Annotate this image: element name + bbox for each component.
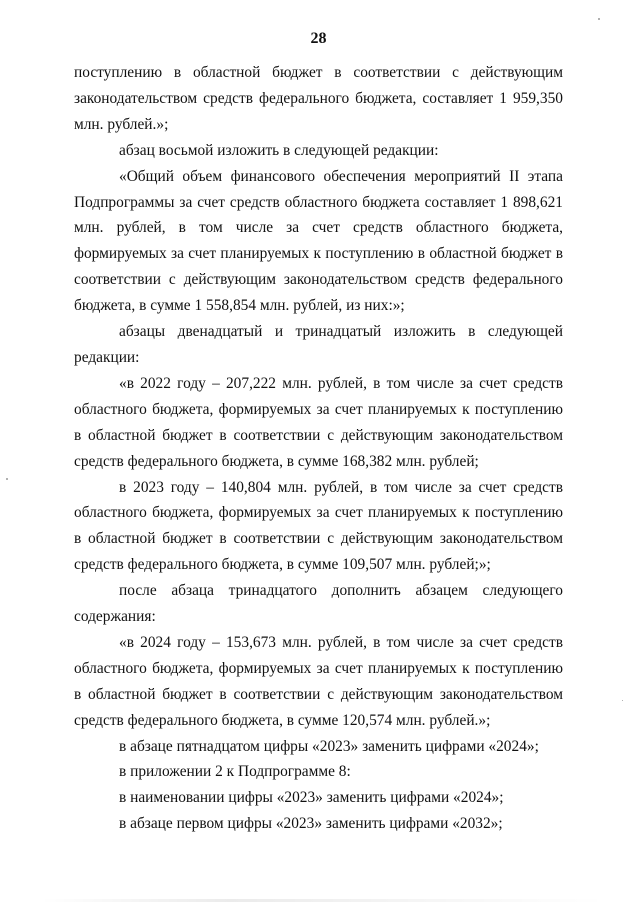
scan-edge-shadow [40,899,607,902]
paragraph: в наименовании цифры «2023» заменить цифрами «2024»; [119,789,504,807]
document-body [74,60,563,837]
page-number: 28 [310,30,327,47]
paragraph: «в 2022 году – 207,222 млн. рублей, в том числе за счет средств областного бюджета, формируемых за счет планируемых к поступлению в областной бюджет в соответствии с действующим законодательством средств федерального бюджета, в сумме 168,382 млн. рублей; [74,374,563,470]
paragraph: в абзаце пятнадцатом цифры «2023» заменить цифрами «2024»; [119,737,539,755]
scan-speck [622,700,623,701]
paragraph: абзац восьмой изложить в следующей редакции: [119,141,439,159]
paragraph: после абзаца тринадцатого дополнить абзацем следующего содержания: [74,582,563,626]
scan-speck [6,478,8,480]
paragraph: поступлению в областной бюджет в соответствии с действующим законодательством средств федерального бюджета, составляет 1 959,350 млн. рублей.»; [74,64,563,133]
paragraph: абзацы двенадцатый и тринадцатый изложить в следующей редакции: [74,323,563,366]
paragraph: в абзаце первом цифры «2023» заменить цифрами «2032»; [119,815,503,833]
scan-speck [598,18,600,20]
paragraph: «Общий объем финансового обеспечения мероприятий II этапа Подпрограммы за счет средств областного бюджета составляет 1 898,621 млн. рублей, в том числе за счет средств областного бюджета, формируемых за счет планируемых к поступлению в областной бюджет в соответствии с действующим законодательством средств федерального бюджета, в сумме 1 558,854 млн. рублей, из них:»; [74,167,563,315]
paragraph: в приложении 2 к Подпрограмме 8: [119,763,351,781]
paragraph: в 2023 году – 140,804 млн. рублей, в том числе за счет средств областного бюджета, формируемых за счет планируемых к поступлению в областной бюджет в соответствии с действующим законодательством средств федерального бюджета, в сумме 109,507 млн. рублей;»; [74,478,563,574]
paragraph: «в 2024 году – 153,673 млн. рублей, в том числе за счет средств областного бюджета, формируемых за счет планируемых к поступлению в областной бюджет в соответствии с действующим законодательством средств федерального бюджета, в сумме 120,574 млн. рублей.»; [74,633,563,729]
